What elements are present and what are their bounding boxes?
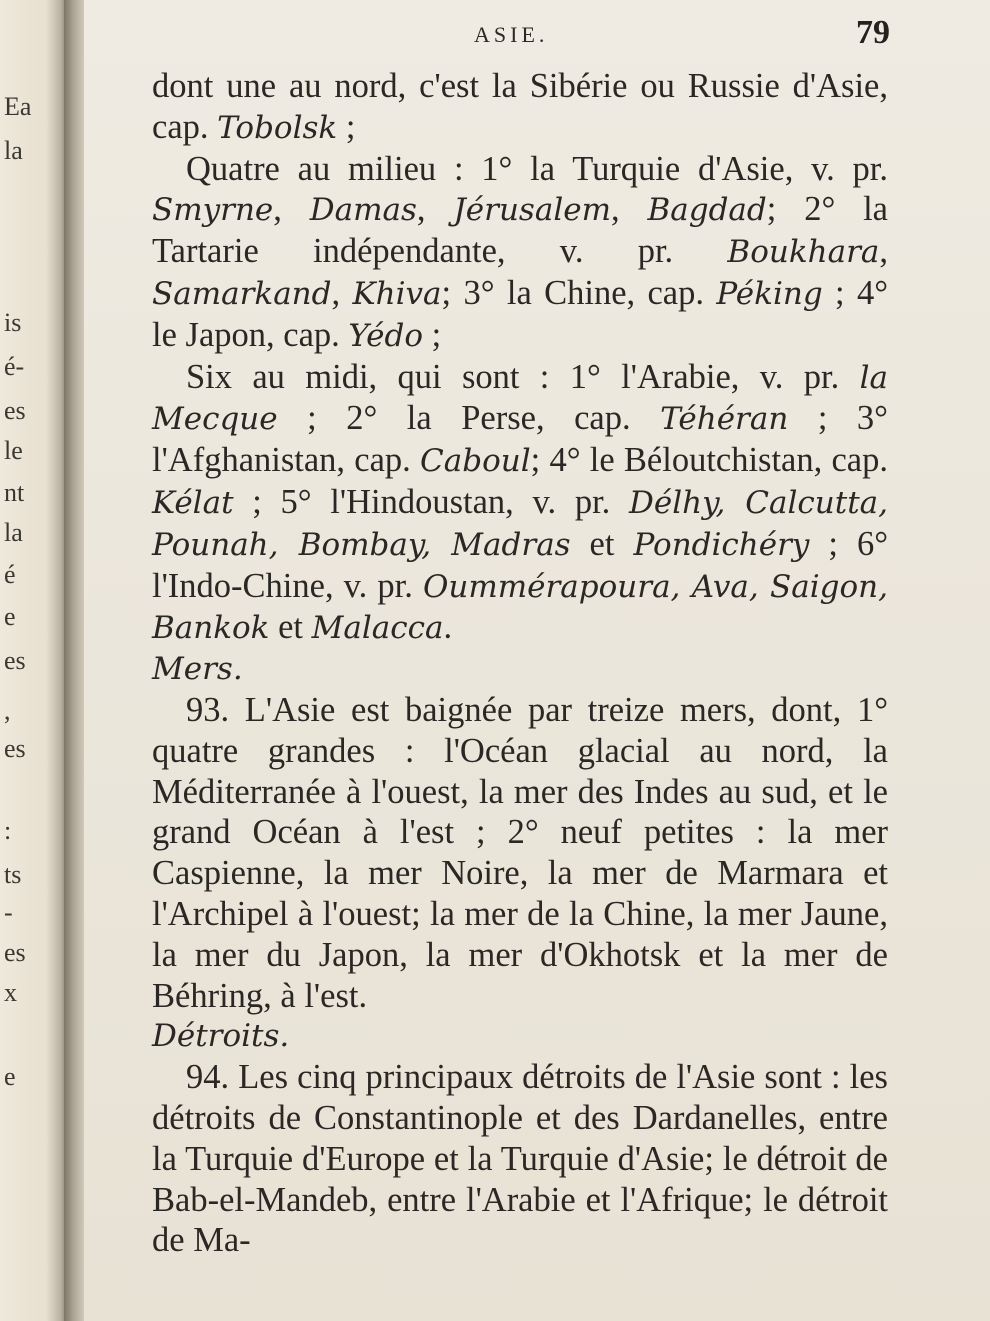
paragraph-93: 93. L'Asie est baignée par treize mers, dont, 1° quatre grandes : l'Océan glacial au nord, la Méditerranée à l'ouest, la mer des Indes au sud, et le grand Océan à l'est ; 2° neuf petites : la mer Caspienne, la mer Noire, la mer de Marmara et l'Archipel à l'ouest; la mer de la Chine, la mer Jaune, la mer du Japon, la mer d'Okhotsk et la mer de Béhring, à l'est. [152,690,888,1015]
left-fragment: é [4,560,16,589]
left-fragment: e [4,1062,16,1091]
paragraph-94: 94. Les cinq principaux détroits de l'Asie sont : les détroits de Constantinople et des Dardanelles, entre la Turquie d'Europe et la Turquie d'Asie; le détroit de Bab-el-Mandeb, entre l'Arabie et l'Afrique; le détroit de Ma- [152,1058,888,1260]
left-fragment: es [4,938,26,967]
left-fragment: es [4,396,26,425]
left-fragment: - [4,898,13,927]
running-header [86,14,990,54]
left-fragment: nt [4,478,25,507]
section-heading-detroits: Détroits. [152,1018,290,1055]
paragraph-number: 94. [186,1058,230,1097]
section-heading-mers: Mers. [152,651,243,688]
paragraph-south-countries: Six au midi, qui sont : 1° l'Arabie, v. pr. la Mecque ; 2° la Perse, cap. Téhéran ; 3° l'Afghanistan, cap. Caboul; 4° le Béloutchistan, cap. Kélat ; 5° l'Hindoustan, v. pr. Délhy, Calcutta, Pounah, Bombay, Madras et Pondichéry ; 6° l'Indo-Chine, v. pr. Oummérapoura, Ava, Saigon, Bankok et Malacca. [152,357,889,647]
facing-page-edge [0,0,66,1321]
left-fragment: la [4,518,23,547]
left-fragment: es [4,734,26,763]
left-fragment: x [4,978,17,1007]
left-fragment: : [4,816,12,845]
left-fragment: , [4,696,11,725]
left-fragment: le [4,436,23,465]
left-fragment: e [4,602,16,631]
page-number: 79 [856,14,890,51]
left-fragment: ts [4,860,22,889]
book-gutter [64,0,86,1321]
paragraph-number: 93. [186,690,230,729]
running-title: ASIE. [474,22,549,47]
left-fragment: é- [4,352,25,381]
left-fragment: es [4,646,26,675]
paragraph-continuation: dont une au nord, c'est la Sibérie ou Russie d'Asie, cap. Tobolsk ; [152,67,888,146]
left-fragment: Ea [4,92,32,121]
paragraph-middle-countries: Quatre au milieu : 1° la Turquie d'Asie, v. pr. Smyrne, Damas, Jérusalem, Bagdad; 2° la Tartarie indépendante, v. pr. Boukhara, Samarkand, Khiva; 3° la Chine, cap. Péking ; 4° le Japon, cap. Yédo ; [152,149,888,354]
body-text [152,66,888,1261]
left-fragment: is [4,308,22,337]
left-fragment: la [4,136,23,165]
